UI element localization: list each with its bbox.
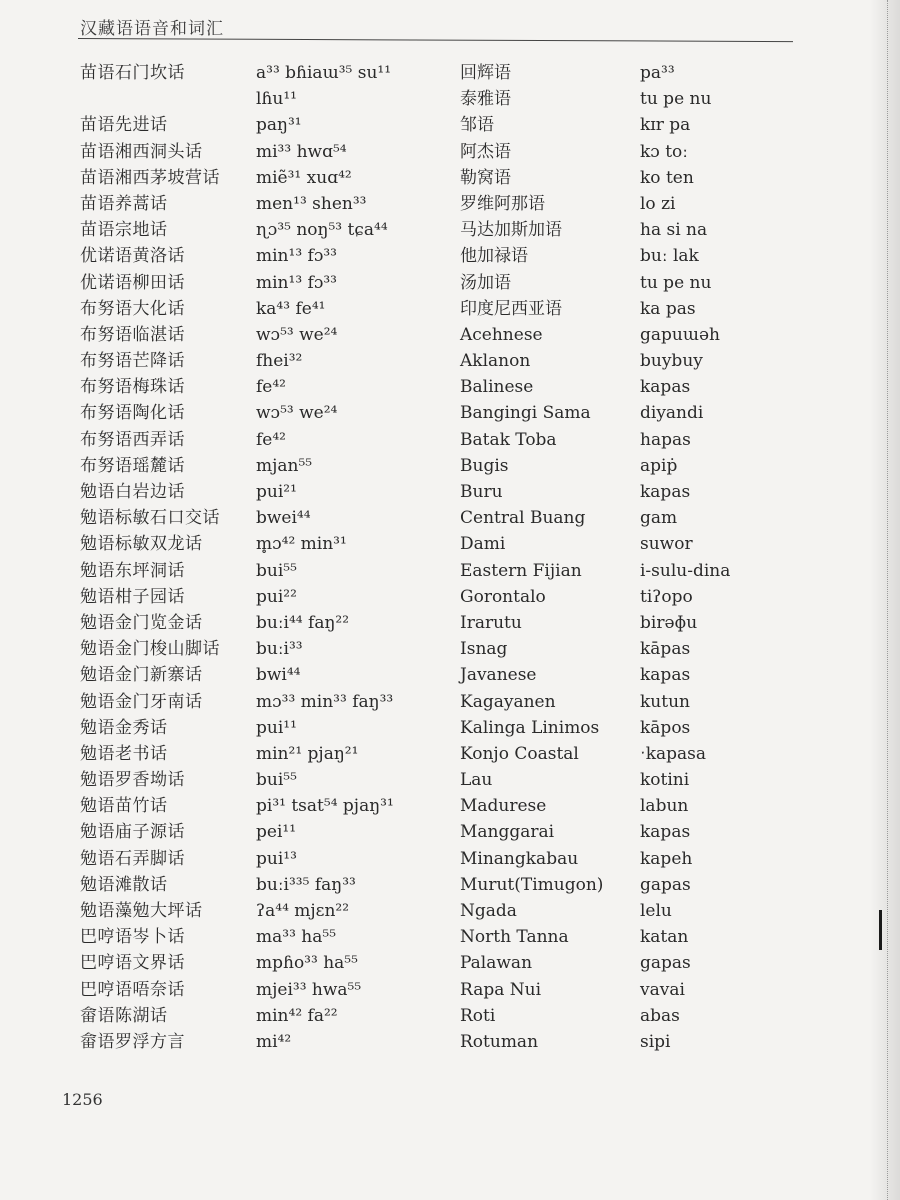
word-form: kapas bbox=[640, 482, 691, 502]
language-name: Madurese bbox=[460, 796, 547, 817]
language-name: 勉语滩散话 bbox=[80, 874, 168, 895]
word-form: min¹³ fɔ³³ bbox=[256, 246, 337, 267]
word-form: bwi⁴⁴ bbox=[256, 665, 301, 686]
word-form: wɔ⁵³ we²⁴ bbox=[256, 324, 338, 345]
word-form: mi⁴² bbox=[256, 1031, 292, 1052]
language-name: 优诺语黄洛话 bbox=[80, 246, 185, 267]
word-form: mjan⁵⁵ bbox=[256, 455, 313, 476]
right-forms-column bbox=[640, 60, 730, 1055]
language-name: 苗语先进话 bbox=[80, 115, 168, 136]
language-name: 苗语石门坎话 bbox=[80, 63, 185, 83]
language-name: 邹语 bbox=[460, 115, 494, 136]
page-number: 1256 bbox=[62, 1090, 103, 1109]
language-name: 布努语梅珠话 bbox=[80, 377, 185, 398]
word-form: a³³ bɦiaɯ³⁵ su¹¹ bbox=[256, 63, 392, 83]
language-name: Rapa Nui bbox=[460, 979, 542, 1000]
word-form: kapas bbox=[640, 665, 691, 686]
language-name: 勉语金门新寨话 bbox=[80, 665, 203, 686]
language-name: Central Buang bbox=[460, 508, 586, 529]
word-form: mjei³³ hwa⁵⁵ bbox=[256, 979, 362, 1000]
language-name: 勉语庙子源话 bbox=[80, 822, 185, 843]
language-name: Balinese bbox=[460, 377, 534, 398]
word-form: fe⁴² bbox=[256, 429, 286, 450]
word-form: buːi³³⁵ faŋ³³ bbox=[256, 874, 356, 895]
language-name: 勉语标敏石口交话 bbox=[80, 508, 220, 529]
language-name: 勉语柑子园话 bbox=[80, 586, 185, 607]
word-form: ka pas bbox=[640, 298, 696, 319]
language-name: 罗维阿那语 bbox=[460, 193, 545, 214]
header-rule bbox=[78, 38, 793, 42]
word-form: buːi⁴⁴ faŋ²² bbox=[256, 612, 350, 633]
word-form: suwor bbox=[640, 534, 693, 555]
language-name: 苗语宗地话 bbox=[80, 220, 168, 241]
word-form: men¹³ shen³³ bbox=[256, 193, 367, 214]
language-name bbox=[80, 86, 220, 112]
language-name: Kagayanen bbox=[460, 691, 556, 712]
word-form: lelu bbox=[640, 901, 672, 921]
right-language-names-column bbox=[460, 60, 603, 1055]
language-name: Batak Toba bbox=[460, 429, 557, 450]
word-form: pui¹³ bbox=[256, 848, 297, 869]
language-name: 汤加语 bbox=[460, 272, 511, 293]
language-name: Acehnese bbox=[460, 324, 543, 345]
word-form: pei¹¹ bbox=[256, 822, 297, 843]
language-name: 苗语湘西茅坡营话 bbox=[80, 167, 220, 188]
language-name: Palawan bbox=[460, 953, 533, 974]
word-form: kāpos bbox=[640, 717, 691, 738]
language-name: Murut(Timugon) bbox=[460, 874, 604, 895]
word-form: min¹³ fɔ³³ bbox=[256, 272, 337, 293]
left-forms-column bbox=[256, 60, 394, 1055]
language-name: 回辉语 bbox=[460, 63, 511, 83]
word-form: kɪr pa bbox=[640, 115, 691, 136]
word-form: ma³³ ha⁵⁵ bbox=[256, 927, 337, 948]
language-name: 优诺语柳田话 bbox=[80, 272, 185, 293]
edge-mark bbox=[879, 910, 882, 950]
word-form: gapuɯəh bbox=[640, 324, 720, 345]
running-header: 汉藏语语音和词汇 bbox=[80, 19, 224, 39]
word-form: gapas bbox=[640, 953, 691, 974]
language-name: Lau bbox=[460, 770, 493, 791]
language-name: 勉语金门牙南话 bbox=[80, 691, 203, 712]
word-form: katan bbox=[640, 927, 689, 948]
word-form: kapas bbox=[640, 377, 691, 398]
language-name: 布努语西弄话 bbox=[80, 429, 185, 450]
word-form: min²¹ pjaŋ²¹ bbox=[256, 743, 359, 764]
word-form: tu pe nu bbox=[640, 272, 712, 293]
word-form: paŋ³¹ bbox=[256, 115, 302, 136]
word-form: kapas bbox=[640, 822, 691, 843]
word-form: bui⁵⁵ bbox=[256, 560, 297, 581]
word-form: buːi³³ bbox=[256, 639, 303, 660]
word-form: bui⁵⁵ bbox=[256, 770, 297, 791]
word-form: ˑkapasa bbox=[640, 743, 707, 764]
word-form: fe⁴² bbox=[256, 377, 286, 398]
language-name: 勉语金门览金话 bbox=[80, 612, 203, 633]
language-name: 勉语石弄脚话 bbox=[80, 848, 185, 869]
language-name: Bugis bbox=[460, 455, 509, 476]
language-name: 布努语芒降话 bbox=[80, 351, 185, 372]
language-name: 苗语湘西洞头话 bbox=[80, 141, 203, 162]
word-form: tu pe nu bbox=[640, 89, 712, 110]
word-form: kapeh bbox=[640, 848, 693, 869]
language-name: 印度尼西亚语 bbox=[460, 298, 562, 319]
word-form: ko ten bbox=[640, 167, 694, 188]
language-name: Roti bbox=[460, 1005, 496, 1026]
word-form: sipi bbox=[640, 1031, 671, 1052]
word-form: mi³³ hwɑ⁵⁴ bbox=[256, 141, 347, 162]
language-name: 巴哼语文界话 bbox=[80, 953, 185, 974]
language-name: 他加禄语 bbox=[460, 246, 528, 267]
word-form: fhei³² bbox=[256, 351, 303, 372]
word-form: mpɦo³³ ha⁵⁵ bbox=[256, 953, 358, 974]
language-name: 巴哼语唔奈话 bbox=[80, 979, 185, 1000]
word-form: ha si na bbox=[640, 220, 708, 241]
word-form: ʔa⁴⁴ mjɛn²² bbox=[256, 901, 350, 921]
word-form: pa³³ bbox=[640, 63, 675, 83]
word-form: diyandi bbox=[640, 403, 704, 424]
word-form: apiṗ bbox=[640, 455, 678, 476]
language-name: 勉语老书话 bbox=[80, 743, 168, 764]
page-binding-shadow bbox=[870, 0, 900, 1200]
language-name: 勒窝语 bbox=[460, 167, 511, 188]
word-form: i-sulu-dina bbox=[640, 560, 731, 581]
word-form: m̥ɔ⁴² min³¹ bbox=[256, 534, 347, 555]
word-form: lo zi bbox=[640, 193, 676, 214]
left-language-names-column bbox=[80, 60, 220, 1055]
language-name: Ngada bbox=[460, 901, 517, 921]
language-name: Konjo Coastal bbox=[460, 743, 579, 764]
word-form: pui¹¹ bbox=[256, 717, 297, 738]
language-name: 苗语养蒿话 bbox=[80, 193, 168, 214]
word-form: bwei⁴⁴ bbox=[256, 508, 311, 529]
word-form: buː lak bbox=[640, 246, 699, 267]
language-name: Javanese bbox=[460, 665, 537, 686]
word-form: ka⁴³ fe⁴¹ bbox=[256, 298, 326, 319]
word-form: miẽ³¹ xuɑ⁴² bbox=[256, 167, 352, 188]
language-name: 布努语陶化话 bbox=[80, 403, 185, 424]
language-name: Isnag bbox=[460, 639, 508, 660]
word-form: min⁴² fa²² bbox=[256, 1005, 338, 1026]
language-name: 勉语标敏双龙话 bbox=[80, 534, 203, 555]
language-name: Aklanon bbox=[460, 351, 531, 372]
word-form: vavai bbox=[640, 979, 685, 1000]
language-name: 泰雅语 bbox=[460, 89, 511, 110]
word-form: pui²² bbox=[256, 586, 297, 607]
language-name: Kalinga Linimos bbox=[460, 717, 600, 738]
language-name: Dami bbox=[460, 534, 506, 555]
word-form: hapas bbox=[640, 429, 691, 450]
word-form: abas bbox=[640, 1005, 680, 1026]
language-name: 布努语大化话 bbox=[80, 298, 185, 319]
word-form: wɔ⁵³ we²⁴ bbox=[256, 403, 338, 424]
word-form: pi³¹ tsat⁵⁴ pjaŋ³¹ bbox=[256, 796, 394, 817]
language-name: Gorontalo bbox=[460, 586, 546, 607]
word-form: pui²¹ bbox=[256, 482, 297, 502]
language-name: Irarutu bbox=[460, 612, 522, 633]
language-name: Buru bbox=[460, 482, 503, 502]
language-name: Manggarai bbox=[460, 822, 555, 843]
word-form: kutun bbox=[640, 691, 690, 712]
language-name: Eastern Fijian bbox=[460, 560, 582, 581]
word-form: birəɸu bbox=[640, 612, 698, 633]
language-name: 勉语藻勉大坪话 bbox=[80, 901, 203, 921]
word-form: ɳɔ³⁵ noŋ⁵³ tɕa⁴⁴ bbox=[256, 220, 388, 241]
word-form: lɦu¹¹ bbox=[256, 89, 297, 110]
word-form: tiʔopo bbox=[640, 586, 693, 607]
language-name: Bangingi Sama bbox=[460, 403, 591, 424]
language-name: 勉语金门梭山脚话 bbox=[80, 639, 220, 660]
word-form: gapas bbox=[640, 874, 691, 895]
language-name: 马达加斯加语 bbox=[460, 220, 562, 241]
language-name: 畲语陈湖话 bbox=[80, 1005, 168, 1026]
language-name: 勉语罗香坳话 bbox=[80, 770, 185, 791]
language-name: 巴哼语岑卜话 bbox=[80, 927, 185, 948]
language-name: North Tanna bbox=[460, 927, 569, 948]
word-form: mɔ³³ min³³ faŋ³³ bbox=[256, 691, 394, 712]
word-form: labun bbox=[640, 796, 689, 817]
language-name: 勉语东坪洞话 bbox=[80, 560, 185, 581]
word-form: kotini bbox=[640, 770, 690, 791]
word-form: kɔ toː bbox=[640, 141, 689, 162]
language-name: Rotuman bbox=[460, 1031, 539, 1052]
language-name: 畲语罗浮方言 bbox=[80, 1031, 185, 1052]
language-name: Minangkabau bbox=[460, 848, 579, 869]
word-form: buybuy bbox=[640, 351, 703, 372]
word-form: kāpas bbox=[640, 639, 691, 660]
language-name: 勉语白岩边话 bbox=[80, 482, 185, 502]
language-name: 勉语苗竹话 bbox=[80, 796, 168, 817]
language-name: 勉语金秀话 bbox=[80, 717, 168, 738]
language-name: 阿杰语 bbox=[460, 141, 511, 162]
language-name: 布努语瑶麓话 bbox=[80, 455, 185, 476]
language-name: 布努语临湛话 bbox=[80, 324, 185, 345]
page-edge bbox=[886, 0, 888, 1200]
word-form: gam bbox=[640, 508, 678, 529]
